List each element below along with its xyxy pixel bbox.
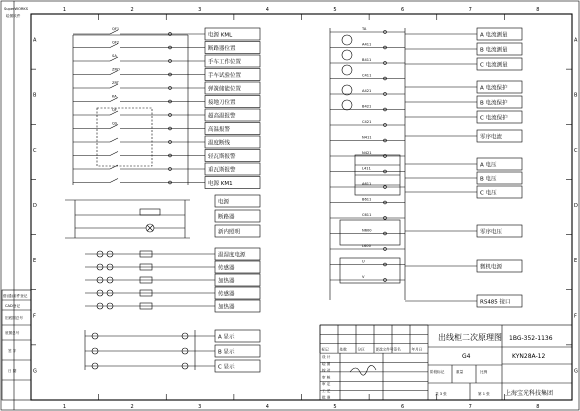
- scale-label: 比例: [480, 370, 488, 374]
- voltage-box-label: B 电压: [480, 176, 497, 183]
- aux-box-label: 零序电压: [480, 229, 503, 236]
- tb-header-label: 处数: [339, 347, 347, 352]
- function-box-label: 手车试验位置: [208, 73, 242, 79]
- right-tag: N411: [362, 135, 372, 140]
- zone-label-bottom: 5: [333, 404, 337, 410]
- right-tag: V: [362, 275, 365, 279]
- left-strip: [2, 1, 31, 410]
- zone-label-right: F: [574, 313, 577, 320]
- contact-tag: ZRO: [112, 67, 120, 72]
- sensor-box-label: 传感器: [218, 265, 235, 272]
- weight-label: 重量: [456, 370, 464, 374]
- right-tag: TA: [362, 27, 367, 31]
- current-box-label: B 电流保护: [480, 100, 508, 107]
- function-box-label: 电源 KM1: [208, 181, 233, 187]
- zone-label-left: A: [33, 37, 37, 44]
- display-box-label: A 显示: [218, 334, 235, 341]
- right-tag: N600: [362, 228, 372, 233]
- zone-label-bottom: 6: [400, 404, 405, 410]
- contact-switch: [110, 179, 118, 183]
- company-name: 上海宝光科技集团: [505, 390, 554, 397]
- right-tag: L600: [362, 244, 371, 248]
- right-tag: B421: [362, 104, 372, 109]
- current-box-label: C 电流保护: [480, 115, 508, 122]
- current-box-label: A 电流保护: [480, 85, 508, 92]
- title-block: [320, 325, 572, 400]
- aux-box-label: 微机电源: [480, 264, 503, 271]
- tb-header-label: 年月日: [411, 347, 423, 352]
- sensor-box-label: 加热器: [218, 304, 235, 311]
- function-box-label: 电源 KML: [208, 32, 233, 39]
- signature-mark: [350, 365, 376, 375]
- display-box-label: C 显示: [218, 364, 235, 371]
- zone-label-top: 6: [400, 7, 405, 13]
- zone-label-bottom: 2: [130, 404, 134, 410]
- contact-tag: ZRT: [112, 81, 119, 85]
- function-box-label: 手车工作位置: [208, 59, 242, 66]
- zone-label-top: 1: [62, 7, 66, 13]
- middle-box-label: 新内照明: [218, 229, 241, 236]
- tb-row-label: 审 核: [322, 375, 331, 380]
- cabinet-model: KYN28A-12: [512, 353, 546, 360]
- zone-ticks: [31, 14, 572, 400]
- middle-box-label: 电源: [218, 199, 230, 206]
- middle-box-label: 断路器: [218, 214, 235, 221]
- tb-header-label: 标记: [321, 347, 329, 352]
- zone-label-bottom: 7: [468, 404, 472, 410]
- zone-label-right: G: [574, 368, 578, 375]
- sensor-box-label: 温湿度电源: [218, 252, 246, 259]
- current-box-label: A 电流测量: [480, 32, 508, 39]
- zone-label-right: B: [574, 92, 578, 99]
- right-tag: B411: [362, 58, 372, 62]
- tb-row-label: 工 艺: [322, 388, 331, 393]
- display-box-label: B 显示: [218, 349, 235, 356]
- left-wiring: [65, 27, 215, 370]
- zone-label-bottom: 4: [265, 404, 269, 410]
- zone-label-top: 2: [130, 7, 134, 13]
- strip-field-0: 借(通)用件登记: [3, 294, 28, 298]
- strip-field-4: 签 字: [8, 349, 17, 353]
- zone-label-top: 4: [265, 7, 269, 13]
- zone-label-right: D: [574, 203, 578, 209]
- right-tag: N421: [362, 151, 372, 155]
- brand-label: SuperWORKS: [4, 7, 29, 11]
- current-box-label: 零序电流: [480, 134, 503, 141]
- tb-row-label: 设 计: [322, 355, 331, 360]
- drawing-subtitle: G4: [462, 353, 471, 360]
- sheet-total: 共 3 张: [435, 392, 447, 396]
- voltage-box-label: A 电压: [480, 162, 497, 169]
- voltage-box-label: C 电压: [480, 190, 497, 197]
- strip-field-5: 日 期: [8, 369, 17, 373]
- brand-subtitle: 绘图软件: [6, 14, 21, 18]
- tb-row-label: 审 定: [322, 382, 331, 387]
- right-tag: U: [362, 259, 365, 264]
- function-box-label: 重瓦斯报警: [208, 167, 236, 174]
- zone-label-bottom: 8: [536, 404, 540, 410]
- function-box-label: 超高温报警: [208, 113, 236, 120]
- function-box-label: 轻瓦斯报警: [208, 154, 236, 160]
- right-tag: B611: [362, 197, 372, 202]
- zone-label-left: G: [33, 368, 37, 375]
- tb-row-label: 校 对: [322, 368, 331, 373]
- drawing-number: 1BG-352-1136: [509, 335, 553, 342]
- tb-header-label: 分区: [357, 347, 365, 352]
- right-tag: A611: [362, 182, 372, 186]
- right-wiring: [330, 27, 405, 300]
- right-tag: C421: [362, 120, 372, 124]
- function-box-label: 弹簧储能位置: [208, 86, 242, 93]
- function-box-label: 接地刀位置: [208, 100, 236, 106]
- tb-header-label: 更改文件号: [375, 347, 394, 352]
- zone-label-right: A: [574, 37, 578, 44]
- contact-switch: [110, 165, 118, 169]
- tb-row-label: 批 准: [322, 395, 331, 400]
- tb-header-label: 签名: [393, 347, 401, 352]
- stage-label: 阶段标记: [430, 370, 445, 374]
- zone-label-bottom: 1: [62, 404, 66, 410]
- zone-label-top: 5: [333, 7, 337, 13]
- right-tag: L411: [362, 166, 371, 171]
- sheet-current: 第 1 张: [478, 392, 490, 396]
- left-function-boxes: [188, 28, 260, 372]
- zone-label-left: C: [33, 147, 37, 154]
- right-tag: C411: [362, 73, 372, 78]
- drawing-title: 出线柜二次原理图: [438, 333, 502, 342]
- zone-label-bottom: 3: [198, 404, 202, 410]
- strip-field-1: CAD登记: [5, 304, 20, 308]
- contact-switch: [110, 138, 118, 142]
- contact-tag: KA: [112, 94, 117, 99]
- function-box-label: 高温报警: [208, 127, 231, 133]
- zone-label-top: 8: [536, 7, 540, 13]
- contact-tag: QF: [112, 108, 117, 112]
- zone-label-top: 3: [198, 7, 202, 13]
- aux-box-label: RS485 接口: [480, 299, 511, 306]
- sensor-box-label: 传感器: [218, 291, 235, 298]
- contact-tag: QS: [112, 121, 118, 126]
- right-function-boxes: [405, 28, 522, 307]
- function-box-label: 断路器位置: [208, 46, 236, 52]
- sensor-box-label: 加热器: [218, 278, 235, 285]
- strip-field-3: 底图总号: [5, 331, 20, 335]
- contact-tag: QF1: [112, 27, 120, 31]
- zone-label-right: E: [574, 258, 578, 265]
- function-box-label: 温度断线: [208, 140, 231, 147]
- right-tag: A411: [362, 42, 372, 47]
- zone-label-top: 7: [468, 7, 472, 13]
- tb-row-label: 绘 图: [322, 361, 331, 366]
- zone-label-left: E: [33, 258, 37, 265]
- current-box-label: C 电流测量: [480, 62, 508, 69]
- contact-tag: SA: [112, 54, 117, 58]
- contact-switch: [110, 152, 118, 156]
- zone-label-left: F: [33, 313, 36, 320]
- zone-label-left: B: [33, 92, 37, 99]
- contact-tag: QF2: [112, 40, 120, 45]
- current-box-label: B 电流测量: [480, 47, 508, 54]
- right-tag: A421: [362, 89, 372, 93]
- zone-label-right: C: [574, 147, 578, 154]
- strip-field-2: 旧底图总号: [5, 316, 23, 320]
- zone-label-left: D: [33, 203, 37, 209]
- inner-frame: [31, 14, 572, 400]
- right-tag: C611: [362, 213, 372, 217]
